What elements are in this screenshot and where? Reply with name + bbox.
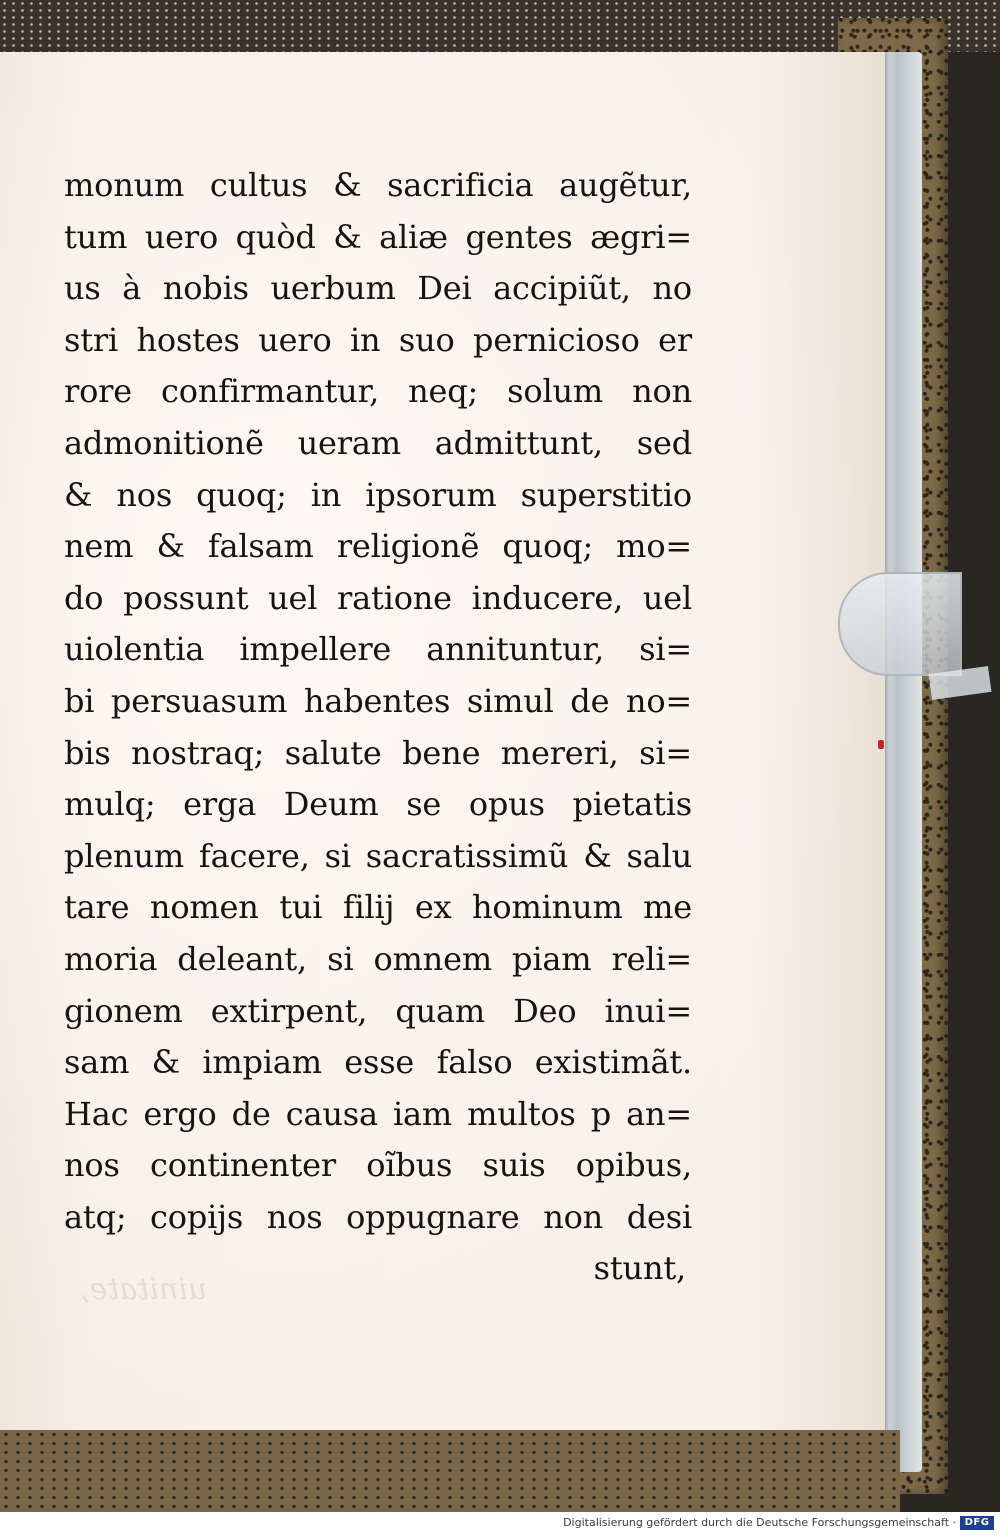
bookmark-tab [838, 572, 962, 676]
dfg-logo: DFG [960, 1516, 994, 1530]
text-line: us à nobis uerbum Dei accipiũt, no [64, 269, 692, 308]
text-line: monum cultus & sacrificia augẽtur, [64, 166, 692, 204]
text-line: tum uero quòd & aliæ gentes ægri= [64, 217, 692, 256]
text-line: rore confirmantur, neq; solum non [64, 372, 692, 411]
text-line: plenum facere, si sacratissimũ & salu [64, 836, 692, 875]
text-line: sam & impiam esse falso existimãt. [64, 1043, 692, 1082]
text-line: & nos quoq; in ipsorum superstitio [64, 475, 692, 514]
footer [0, 1512, 1000, 1536]
text-line: Hac ergo de causa iam multos p an= [64, 1094, 692, 1133]
text-line: nem & falsam religionẽ quoq; mo= [64, 527, 692, 566]
text-line: uiolentia impellere annituntur, si= [64, 630, 692, 669]
text-line: mulq; erga Deum se opus pietatis [64, 785, 692, 824]
text-line: nos continenter oĩbus suis opibus, [64, 1146, 692, 1185]
text-line: moria deleant, si omnem piam reli= [64, 939, 692, 978]
cover-bottom-edge [0, 1430, 900, 1512]
text-line: bis nostraq; salute bene mereri, si= [64, 733, 692, 772]
text-line: bi persuasum habentes simul de no= [64, 681, 692, 720]
catchword: stunt, [593, 1249, 686, 1288]
text-line: admonitionẽ ueram admittunt, sed [64, 423, 692, 462]
text-line: atq; copijs nos oppugnare non desi [64, 1197, 692, 1236]
page-text [64, 160, 692, 1295]
text-line: gionem extirpent, quam Deo inui= [64, 991, 692, 1030]
red-mark [878, 740, 884, 749]
text-line: stri hostes uero in suo pernicioso er [64, 320, 692, 359]
show-through-text: uinitate, [80, 1272, 208, 1307]
text-line: tare nomen tui filij ex hominum me [64, 888, 692, 927]
text-line: do possunt uel ratione inducere, uel [64, 578, 692, 617]
funding-credit: Digitalisierung gefördert durch die Deutsche Forschungsgemeinschaft · [563, 1516, 956, 1529]
